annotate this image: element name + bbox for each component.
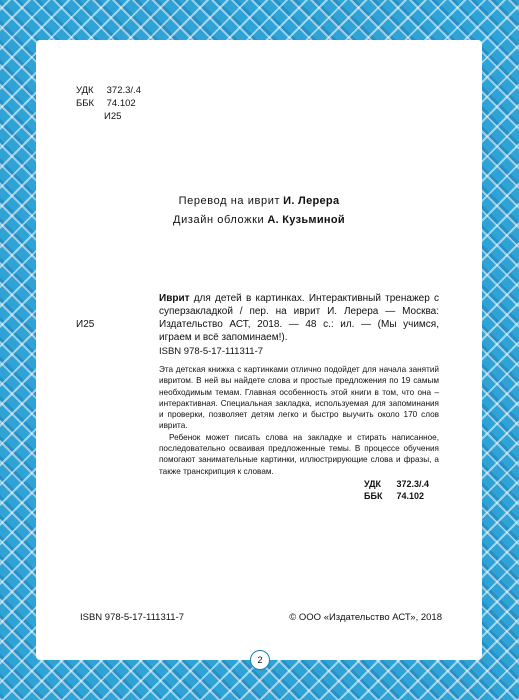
bottom-bbk-label: ББК <box>364 491 383 501</box>
bottom-classification-codes <box>364 478 429 502</box>
credits-block <box>36 192 482 230</box>
translator-name: И. Лерера <box>283 195 340 207</box>
udk-label: УДК <box>76 85 94 96</box>
author-mark: И25 <box>104 111 122 122</box>
design-credit <box>36 211 482 230</box>
annotation-paragraph-1: Эта детская книжка с картинками отлично подойдет для начала занятий ивритом. В ней вы найдете слова и простые предложения по 19 самым необходимым темам. Главная особенность этой книги в том, что она – интерактивная. Специальная закладка, используемая для запоминания и проверки, позволяет детям легко и быстро выучить около 170 слов иврита. <box>159 365 439 431</box>
margin-author-mark: И25 <box>76 319 95 330</box>
author-mark-row <box>76 110 141 123</box>
annotation <box>159 364 439 477</box>
page-number: 2 <box>250 650 270 670</box>
bottom-udk-value: 372.3/.4 <box>396 479 430 489</box>
bibliographic-description <box>159 292 439 344</box>
classification-codes <box>76 84 141 123</box>
bbk-label: ББК <box>76 98 95 109</box>
udk-value: 372.3/.4 <box>106 85 141 96</box>
bottom-udk-row <box>364 478 429 490</box>
footer-copyright: © ООО «Издательство АСТ», 2018 <box>289 612 442 623</box>
bbk-row <box>76 97 141 110</box>
description-text: для детей в картинках. Интерактивный тренажер с суперзакладкой / пер. на иврит И. Лерера — Москва: Издательство АСТ, 2018. — 48 с.: ил. — (Мы учимся, играем и всё запоминаем!). <box>159 293 439 343</box>
designer-name: А. Кузьминой <box>267 214 345 226</box>
bottom-udk-label: УДК <box>364 479 382 489</box>
translation-credit <box>36 192 482 211</box>
translation-prefix: Перевод на иврит <box>178 195 281 207</box>
footer-isbn: ISBN 978-5-17-111311-7 <box>80 612 185 623</box>
bottom-bbk-value: 74.102 <box>396 491 425 501</box>
description-isbn: ISBN 978-5-17-111311-7 <box>159 346 264 357</box>
book-title: Иврит <box>159 293 190 304</box>
udk-row <box>76 84 141 97</box>
annotation-paragraph-2: Ребенок может писать слова на закладке и стирать написанное, последовательно осваивая предложенные темы. В процессе обучения помогают занимательные картинки, иллюстрирующие слова и фразы, а также транскрипция к словам. <box>159 432 439 476</box>
bbk-value: 74.102 <box>106 98 136 109</box>
page-sheet <box>36 40 482 660</box>
bottom-bbk-row <box>364 490 429 502</box>
design-prefix: Дизайн обложки <box>173 214 265 226</box>
